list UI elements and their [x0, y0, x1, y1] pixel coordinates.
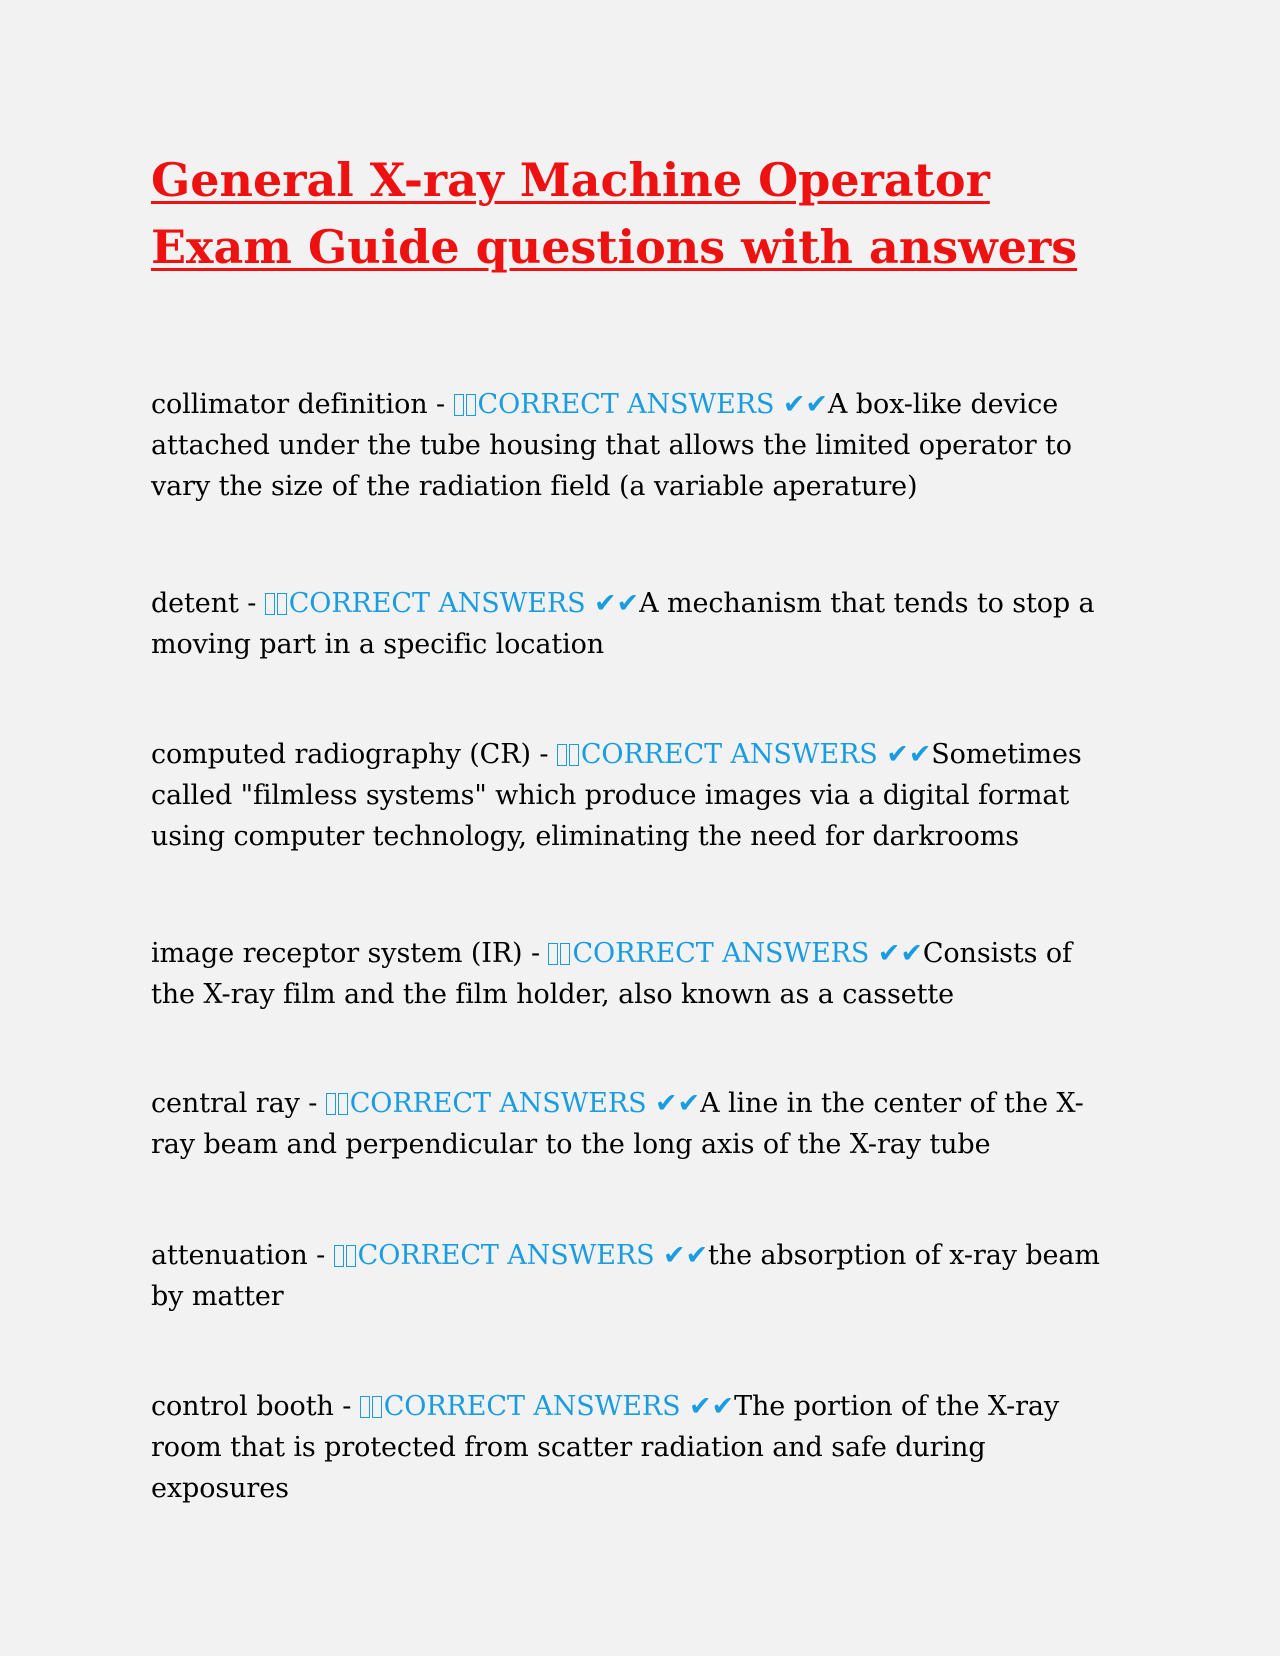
term: collimator definition -	[151, 389, 454, 420]
definition: The portion of the X-ray room that is protected from scatter radiation and safe during exposures	[151, 1391, 1060, 1504]
answer-label: CORRECT ANSWERS	[349, 1088, 647, 1119]
definition: the absorption of x-ray beam by matter	[151, 1240, 1100, 1312]
term: computed radiography (CR) -	[151, 739, 557, 770]
correct-answers-tag	[265, 588, 639, 619]
correct-answers-tag	[548, 938, 922, 969]
answer-label: CORRECT ANSWERS	[477, 389, 775, 420]
box-icon	[548, 943, 558, 965]
checkmark-icon: ✔✔	[689, 1391, 735, 1422]
correct-answers-tag	[326, 1088, 700, 1119]
checkmark-icon: ✔✔	[662, 1240, 709, 1271]
qa-entry-computed-radiography	[151, 734, 1110, 857]
definition: A line in the center of the X-ray beam and perpendicular to the long axis of the X-ray tube	[151, 1088, 1084, 1160]
term: image receptor system (IR) -	[151, 938, 549, 969]
box-icon	[466, 394, 476, 416]
box-icon	[265, 593, 275, 615]
checkmark-icon: ✔✔	[782, 389, 828, 420]
box-icon	[372, 1396, 382, 1418]
definition: A mechanism that tends to stop a moving part in a specific location	[151, 588, 1095, 660]
qa-entry-control-booth	[151, 1386, 1110, 1509]
term: central ray -	[151, 1088, 326, 1119]
box-icon	[346, 1245, 356, 1267]
answer-label: CORRECT ANSWERS	[288, 588, 586, 619]
box-icon	[560, 943, 570, 965]
correct-answers-tag	[360, 1391, 734, 1422]
box-icon	[569, 744, 579, 766]
checkmark-icon: ✔✔	[594, 588, 640, 619]
box-icon	[326, 1093, 336, 1115]
definition: Consists of the X-ray film and the film holder, also known as a cassette	[151, 938, 1072, 1010]
qa-entry-collimator	[151, 384, 1110, 507]
term: control booth -	[151, 1391, 360, 1422]
checkmark-icon: ✔✔	[886, 739, 932, 770]
box-icon	[338, 1093, 348, 1115]
definition: A box-like device attached under the tube housing that allows the limited operator to vary the size of the radiation field (a variable aperature)	[151, 389, 1072, 502]
definition: Sometimes called "filmless systems" which produce images via a digital format using computer technology, eliminating the need for darkrooms	[151, 739, 1082, 852]
checkmark-icon: ✔✔	[877, 938, 923, 969]
qa-entry-image-receptor	[151, 933, 1110, 1015]
term: detent -	[151, 588, 265, 619]
answer-label: CORRECT ANSWERS	[383, 1391, 681, 1422]
correct-answers-tag	[557, 739, 931, 770]
box-icon	[454, 394, 464, 416]
answer-label: CORRECT ANSWERS	[580, 739, 878, 770]
term: attenuation -	[151, 1240, 334, 1271]
box-icon	[277, 593, 287, 615]
qa-list	[151, 384, 1110, 1509]
correct-answers-tag	[334, 1240, 708, 1271]
box-icon	[360, 1396, 370, 1418]
checkmark-icon: ✔✔	[655, 1088, 701, 1119]
page-title: General X-ray Machine Operator Exam Guide questions with answers	[151, 153, 1078, 274]
qa-entry-detent	[151, 583, 1110, 665]
answer-label: CORRECT ANSWERS	[572, 938, 870, 969]
correct-answers-tag	[454, 389, 828, 420]
box-icon	[557, 744, 567, 766]
box-icon	[334, 1245, 344, 1267]
answer-label: CORRECT ANSWERS	[357, 1240, 655, 1271]
qa-entry-central-ray	[151, 1083, 1110, 1165]
qa-entry-attenuation	[151, 1235, 1110, 1317]
